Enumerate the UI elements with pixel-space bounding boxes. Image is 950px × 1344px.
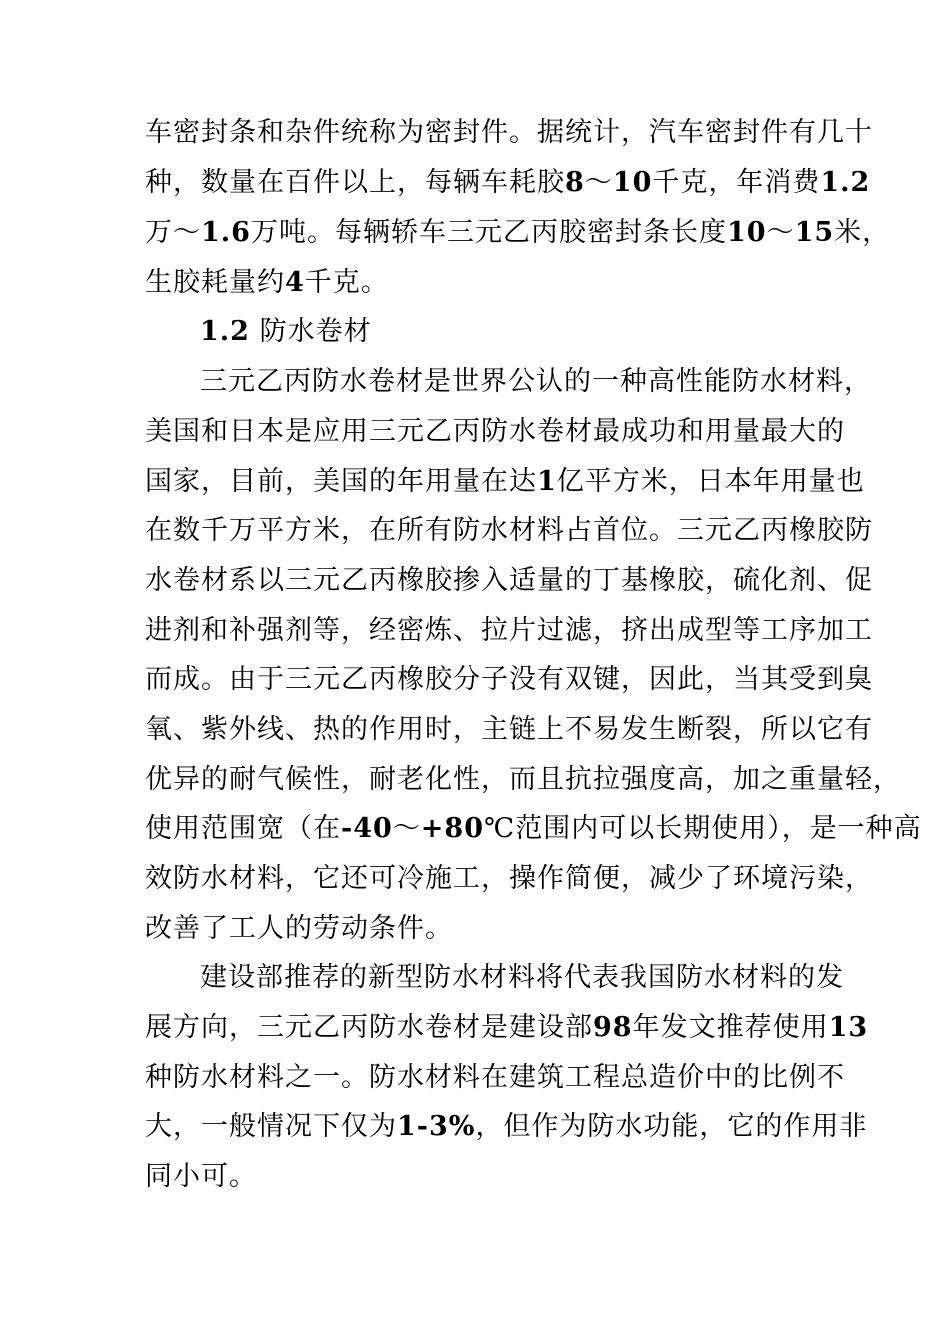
paragraph-line: 优异的耐气候性，耐老化性，而且抗拉强度高，加之重量轻， <box>145 764 901 795</box>
paragraph-line: 三元乙丙防水卷材是世界公认的一种高性能防水材料， <box>200 366 872 397</box>
paragraph-line: 水卷材系以三元乙丙橡胶掺入适量的丁基橡胶，硫化剂、促 <box>145 565 873 596</box>
paragraph-line: 生胶耗量约4千克。 <box>145 267 389 298</box>
paragraph-line: 美国和日本是应用三元乙丙防水卷材最成功和用量最大的 <box>145 416 845 447</box>
paragraph-line: 氧、紫外线、热的作用时，主链上不易发生断裂，所以它有 <box>145 714 873 745</box>
section-heading: 1.2 防水卷材 <box>200 316 372 347</box>
paragraph-line: 万～1.6万吨。每辆轿车三元乙丙胶密封条长度10～15米， <box>145 217 891 248</box>
paragraph-line: 在数千万平方米，在所有防水材料占首位。三元乙丙橡胶防 <box>145 515 873 546</box>
paragraph-line: 而成。由于三元乙丙橡胶分子没有双键，因此，当其受到臭 <box>145 664 873 695</box>
paragraph-line: 改善了工人的劳动条件。 <box>145 913 453 944</box>
paragraph-line: 车密封条和杂件统称为密封件。据统计，汽车密封件有几十 <box>145 117 873 148</box>
paragraph-line: 种，数量在百件以上，每辆车耗胶8～10千克，年消费1.2 <box>145 167 871 198</box>
paragraph-line: 大，一般情况下仅为1-3%，但作为防水功能，它的作用非 <box>145 1111 868 1142</box>
paragraph-line: 建设部推荐的新型防水材料将代表我国防水材料的发 <box>200 962 844 993</box>
paragraph-line: 同小可。 <box>145 1161 257 1192</box>
paragraph-line: 种防水材料之一。防水材料在建筑工程总造价中的比例不 <box>145 1062 845 1093</box>
paragraph-line: 展方向，三元乙丙防水卷材是建设部98年发文推荐使用13 <box>145 1012 869 1043</box>
paragraph-line: 进剂和补强剂等，经密炼、拉片过滤，挤出成型等工序加工 <box>145 615 873 646</box>
paragraph-line: 使用范围宽（在-40～+80℃范围内可以长期使用），是一种高 <box>145 813 922 844</box>
paragraph-line: 国家，目前，美国的年用量在达1亿平方米，日本年用量也 <box>145 466 865 497</box>
paragraph-line: 效防水材料，它还可冷施工，操作简便，减少了环境污染， <box>145 863 873 894</box>
